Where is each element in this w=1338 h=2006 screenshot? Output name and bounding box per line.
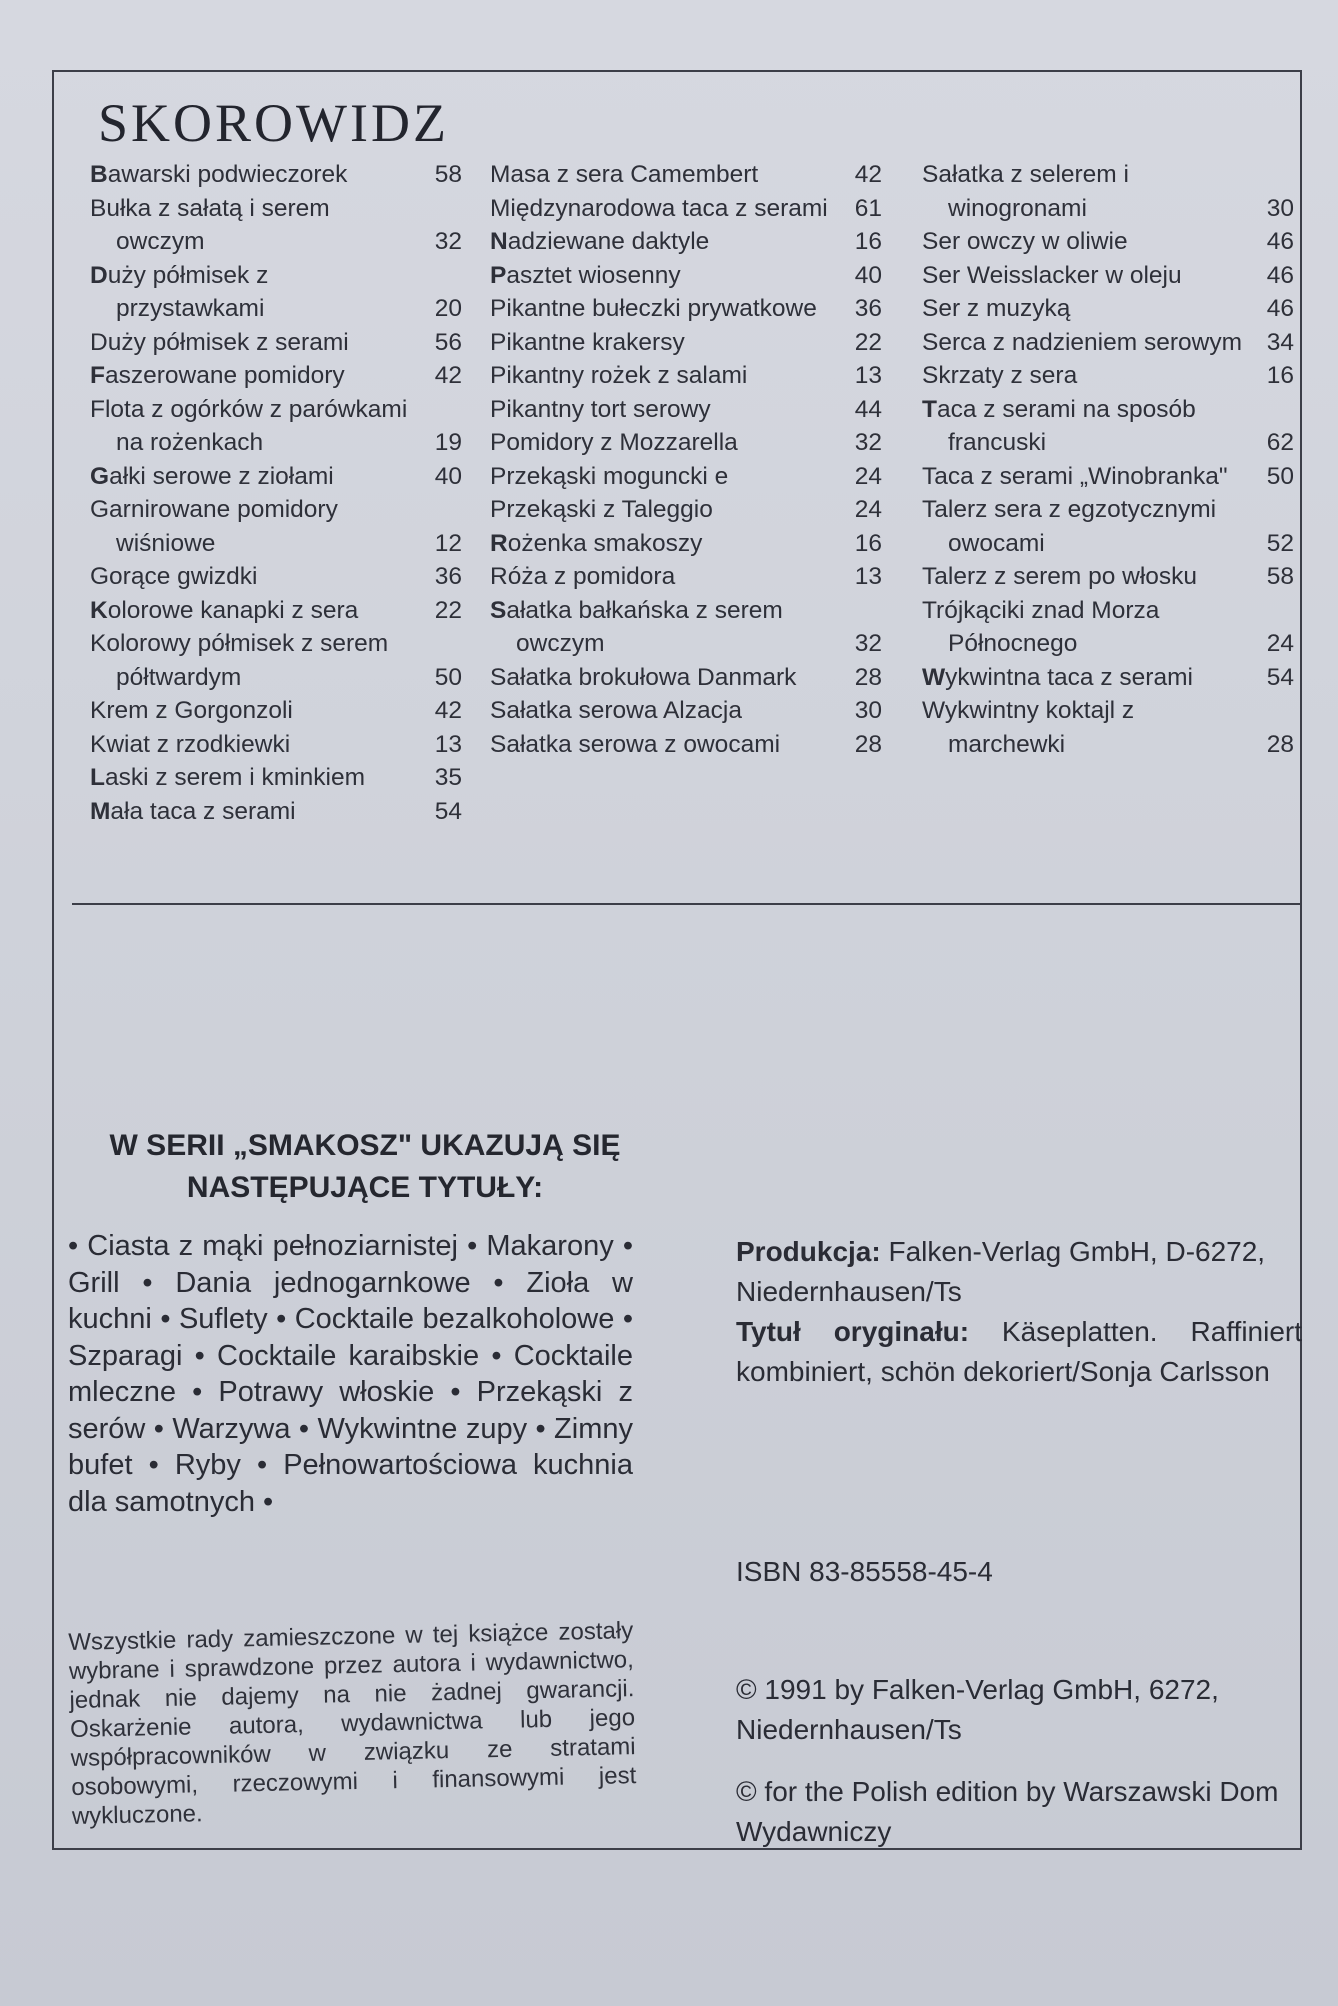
index-entry-text: Sałatka brokułowa Danmark	[490, 663, 797, 691]
index-entry-text: Duży półmisek z serami	[90, 328, 349, 356]
series-heading-line-1: W SERII „SMAKOSZ" UKAZUJĄ SIĘ	[109, 1129, 621, 1162]
index-entry-text: awarski podwieczorek	[107, 161, 348, 188]
index-entry	[490, 694, 882, 728]
index-entry-text: Trójkąciki znad Morza Północnego	[922, 596, 1160, 657]
index-entry	[922, 560, 1294, 594]
index-entry-text: Bułka z sałatą i serem owczym	[90, 194, 330, 255]
index-entry-initial: S	[490, 596, 507, 624]
production-line	[736, 1232, 1302, 1312]
index-entry	[90, 460, 462, 494]
index-entry	[922, 326, 1294, 360]
imprint-block	[736, 1232, 1302, 1392]
index-entry-title	[90, 694, 412, 728]
index-entry-title	[922, 359, 1244, 393]
index-entry	[922, 259, 1294, 293]
index-entry-text: Ser owczy w oliwie	[922, 228, 1128, 255]
index-entry-page: 40	[434, 462, 462, 490]
index-entry-text: Masa z sera Camembert	[490, 161, 759, 188]
index-entry	[90, 326, 462, 360]
index-entry-text: aca z serami na sposób francuski	[936, 395, 1196, 456]
index-entry-page: 36	[434, 563, 462, 590]
index-entry-page: 46	[1266, 228, 1294, 255]
index-entry-title	[90, 795, 412, 829]
index-entry	[490, 326, 882, 360]
index-entry-text: Międzynarodowa taca z serami	[490, 194, 828, 222]
index-entry-title	[490, 460, 832, 494]
index-entry-page: 24	[1266, 630, 1294, 657]
index-entry-title	[922, 393, 1244, 460]
index-entry-page: 24	[854, 496, 882, 523]
index-entry	[90, 158, 462, 192]
index-entry-title	[490, 694, 832, 728]
index-entry	[922, 158, 1294, 225]
index-entry-initial: F	[90, 362, 105, 389]
index-entry-page: 46	[1266, 295, 1294, 322]
index-entry-text: Pikantne krakersy	[490, 328, 685, 356]
index-entry-text: olorowe kanapki z sera	[107, 596, 359, 624]
index-entry-page: 28	[1266, 730, 1294, 758]
index-entry-page: 16	[1266, 362, 1294, 389]
index-entry-title	[922, 326, 1244, 360]
index-entry-title	[922, 225, 1244, 259]
index-entry-title	[490, 493, 832, 527]
index-entry-page: 34	[1266, 328, 1294, 356]
index-entry-page: 54	[434, 797, 462, 825]
index-entry	[490, 728, 882, 762]
index-entry-initial: R	[490, 529, 508, 557]
index-entry-page: 58	[434, 161, 462, 188]
original-title-value: Käseplatten. Raffiniert kombiniert, schön dekoriert/Sonja Carlsson	[736, 1316, 1303, 1387]
index-column-3	[922, 158, 1294, 761]
series-titles: • Ciasta z mąki pełnoziarnistej • Makarony • Grill • Dania jednogarnkowe • Zioła w kuchni • Suflety • Cocktaile bezalkoholowe • Szparagi • Cocktaile karaibskie • Cocktaile mleczne • Potrawy włoskie • Przekąski z serów • Warzywa • Wykwintne zupy • Zimny bufet • Ryby • Pełnowartościowa kuchnia dla samotnych •	[68, 1230, 633, 1518]
index-entry-text: Talerz z serem po włosku	[922, 563, 1198, 590]
index-entry	[490, 560, 882, 594]
index-entry-page: 13	[434, 730, 462, 758]
index-entry-page: 32	[434, 228, 462, 255]
index-column-2	[490, 158, 882, 761]
index-entry	[922, 661, 1294, 695]
index-entry-text: Sałatka serowa z owocami	[490, 730, 781, 758]
index-entry-page: 42	[854, 161, 882, 188]
production-value: Falken-Verlag GmbH, D-6272, Niedernhausen/Ts	[736, 1236, 1266, 1307]
index-entry	[922, 493, 1294, 560]
index-entry-title	[490, 225, 832, 259]
index-entry	[490, 493, 882, 527]
index-entry	[90, 694, 462, 728]
index-entry-initial: B	[90, 161, 108, 188]
index-entry-text: adziewane daktyle	[507, 228, 710, 255]
index-entry	[90, 359, 462, 393]
index-entry-text: ałatka bałkańska z serem owczym	[506, 596, 783, 657]
index-entry	[90, 795, 462, 829]
index-entry-title	[490, 426, 832, 460]
index-entry-page: 28	[854, 730, 882, 758]
series-heading-line-2: NASTĘPUJĄCE TYTUŁY:	[186, 1171, 544, 1204]
index-entry-title	[922, 493, 1244, 560]
index-entry-page: 44	[854, 395, 882, 423]
index-entry-text: Sałatka z selerem i winogronami	[922, 161, 1129, 222]
index-entry-title	[490, 728, 832, 762]
index-entry-text: Serca z nadzieniem serowym	[922, 328, 1242, 356]
index-entry-title	[490, 259, 832, 293]
index-entry-text: Sałatka serowa Alzacja	[490, 697, 742, 724]
index-entry-text: ożenka smakoszy	[507, 529, 703, 557]
index-entry-text: Talerz sera z egzotycznymi owocami	[922, 496, 1217, 557]
index-entry-text: Ser z muzyką	[922, 295, 1071, 322]
index-entry	[490, 225, 882, 259]
original-title-line	[736, 1312, 1302, 1392]
index-entry-initial: M	[90, 797, 111, 825]
index-entry	[922, 359, 1294, 393]
index-entry-title	[490, 292, 832, 326]
index-entry-page: 30	[1266, 194, 1294, 222]
index-entry	[490, 594, 882, 661]
index-entry-text: Taca z serami „Winobranka"	[922, 462, 1228, 490]
index-entry-text: Wykwintny koktajl z marchewki	[922, 697, 1135, 758]
index-entry-text: aski z serem i kminkiem	[104, 764, 365, 791]
index-entry-title	[490, 661, 832, 695]
index-entry-page: 24	[854, 462, 882, 490]
index-entry-page: 42	[434, 362, 462, 389]
isbn: ISBN 83-85558-45-4	[736, 1556, 993, 1587]
index-entry-page: 52	[1266, 529, 1294, 557]
index-entry-title	[490, 393, 832, 427]
index-entry-title	[90, 359, 412, 393]
index-entry-page: 46	[1266, 261, 1294, 289]
index-entry-page: 35	[434, 764, 462, 791]
index-entry-text: Przekąski moguncki e	[490, 462, 729, 490]
index-entry-page: 13	[854, 563, 882, 590]
index-entry-title	[922, 292, 1244, 326]
index-column-1	[90, 158, 462, 828]
index-entry-page: 54	[1266, 663, 1294, 691]
index-entry	[90, 259, 462, 326]
index-entry-initial: K	[90, 596, 108, 624]
index-entry-text: ała taca z serami	[110, 797, 296, 825]
index-entry-text: Krem z Gorgonzoli	[90, 697, 293, 724]
index-entry-title	[922, 594, 1244, 661]
index-entry-page: 56	[434, 328, 462, 356]
index-entry-page: 50	[434, 663, 462, 691]
index-entry-page: 58	[1266, 563, 1294, 590]
index-entry	[490, 393, 882, 427]
index-entry-text: Pikantny tort serowy	[490, 395, 711, 423]
index-entry	[490, 292, 882, 326]
index-entry	[490, 661, 882, 695]
index-entry-text: Kolorowy półmisek z serem półtwardym	[90, 630, 389, 691]
index-entry-page: 13	[854, 362, 882, 389]
index-entry-page: 42	[434, 697, 462, 724]
index-entry-title	[90, 728, 412, 762]
index-entry-title	[90, 393, 412, 460]
index-entry-page: 32	[854, 429, 882, 456]
index-entry-initial: L	[90, 764, 105, 791]
copyright-publisher: © 1991 by Falken-Verlag GmbH, 6272, Niedernhausen/Ts	[736, 1674, 1219, 1745]
index-entry-title	[922, 460, 1244, 494]
index-entry-initial: D	[90, 261, 108, 289]
index-entry-title	[922, 259, 1244, 293]
index-entry-title	[90, 192, 412, 259]
disclaimer-text: Wszystkie rady zamieszczone w tej książce zostały wybrane i sprawdzone przez autora i wydawnictwo, jednak nie dajemy na nie żadnej gwarancji. Oskarżenie autora, wydawnictwa lub jego współpracowników w związku ze stratami osobowymi, rzeczowymi i finansowymi jest wykluczone.	[68, 1617, 637, 1830]
index-entry-page: 32	[854, 630, 882, 657]
index-entry-page: 62	[1266, 429, 1294, 456]
index-entry-title	[90, 627, 412, 694]
index-entry	[90, 393, 462, 460]
index-entry-page: 30	[854, 697, 882, 724]
index-entry-page: 19	[434, 429, 462, 456]
index-entry-text: ałki serowe z ziołami	[109, 462, 334, 490]
index-entry-page: 28	[854, 663, 882, 691]
index-entry	[922, 460, 1294, 494]
index-entry-title	[90, 326, 412, 360]
index-entry-title	[90, 158, 412, 192]
index-entry	[490, 259, 882, 293]
index-entry-page: 20	[434, 295, 462, 322]
index-entry-text: aszerowane pomidory	[104, 362, 345, 389]
index-entry	[90, 728, 462, 762]
section-divider	[72, 903, 1300, 905]
index-entry-title	[90, 460, 412, 494]
index-entry-title	[90, 761, 412, 795]
index-entry-title	[90, 594, 412, 628]
index-entry	[490, 359, 882, 393]
index-entry-page: 22	[854, 328, 882, 356]
index-entry-text: Róża z pomidora	[490, 563, 676, 590]
index-entry-title	[490, 527, 832, 561]
index-entry-page: 22	[434, 596, 462, 624]
index-entry-page: 16	[854, 529, 882, 557]
index-entry-title	[490, 158, 832, 192]
index-entry-page: 40	[854, 261, 882, 289]
index-entry	[90, 560, 462, 594]
index-entry-title	[490, 192, 832, 226]
index-entry-text: Pomidory z Mozzarella	[490, 429, 738, 456]
index-entry	[90, 192, 462, 259]
index-entry-text: Przekąski z Taleggio	[490, 496, 713, 523]
index-entry	[90, 761, 462, 795]
index-entry	[490, 426, 882, 460]
index-entry-page: 36	[854, 295, 882, 322]
index-entry-page: 16	[854, 228, 882, 255]
index-entry-title	[922, 158, 1244, 225]
index-entry-text: Garnirowane pomidory wiśniowe	[90, 496, 338, 557]
index-entry-text: asztet wiosenny	[506, 261, 681, 289]
index-entry	[922, 594, 1294, 661]
index-entry-title	[90, 560, 412, 594]
index-entry-initial: N	[490, 228, 508, 255]
index-entry	[490, 460, 882, 494]
index-entry-title	[922, 694, 1244, 761]
index-entry-page: 12	[434, 529, 462, 557]
index-entry-text: Pikantny rożek z salami	[490, 362, 748, 389]
index-entry-title	[490, 594, 832, 661]
index-entry	[90, 493, 462, 560]
index-entry-page: 50	[1266, 462, 1294, 490]
copyright-polish-edition: © for the Polish edition by Warszawski Dom Wydawniczy	[736, 1776, 1279, 1847]
original-title-label: Tytuł oryginału:	[736, 1316, 970, 1347]
index-entry	[922, 393, 1294, 460]
index-entry-text: Kwiat z rzodkiewki	[90, 730, 291, 758]
index-entry-title	[90, 259, 412, 326]
index-entry	[90, 594, 462, 628]
index-entry-title	[490, 359, 832, 393]
index-entry	[922, 225, 1294, 259]
index-entry	[922, 292, 1294, 326]
index-entry	[90, 627, 462, 694]
index-entry-initial: G	[90, 462, 110, 490]
index-entry-title	[490, 560, 832, 594]
series-heading	[70, 1125, 660, 1209]
index-entry-text: ykwintna taca z serami	[945, 663, 1193, 691]
index-entry-title	[922, 560, 1244, 594]
index-entry-title	[922, 661, 1244, 695]
index-entry-initial: P	[490, 261, 507, 289]
index-entry-initial: W	[922, 663, 946, 691]
index-entry-text: Ser Weisslacker w oleju	[922, 261, 1182, 289]
index-entry-text: Skrzaty z sera	[922, 362, 1078, 389]
index-entry-text: Gorące gwizdki	[90, 563, 258, 590]
production-label: Produkcja:	[736, 1236, 881, 1267]
index-entry-initial: T	[922, 395, 937, 423]
index-entry-page: 61	[854, 194, 882, 222]
index-entry	[490, 192, 882, 226]
index-entry-text: Flota z ogórków z parówkami na rożenkach	[90, 395, 408, 456]
index-entry	[490, 527, 882, 561]
index-entry-text: uży półmisek z przystawkami	[107, 261, 269, 322]
index-entry-text: Pikantne bułeczki prywatkowe	[490, 295, 817, 322]
index-title: SKOROWIDZ	[98, 93, 449, 153]
index-entry	[922, 694, 1294, 761]
index-entry-title	[90, 493, 412, 560]
index-entry-title	[490, 326, 832, 360]
index-entry	[490, 158, 882, 192]
